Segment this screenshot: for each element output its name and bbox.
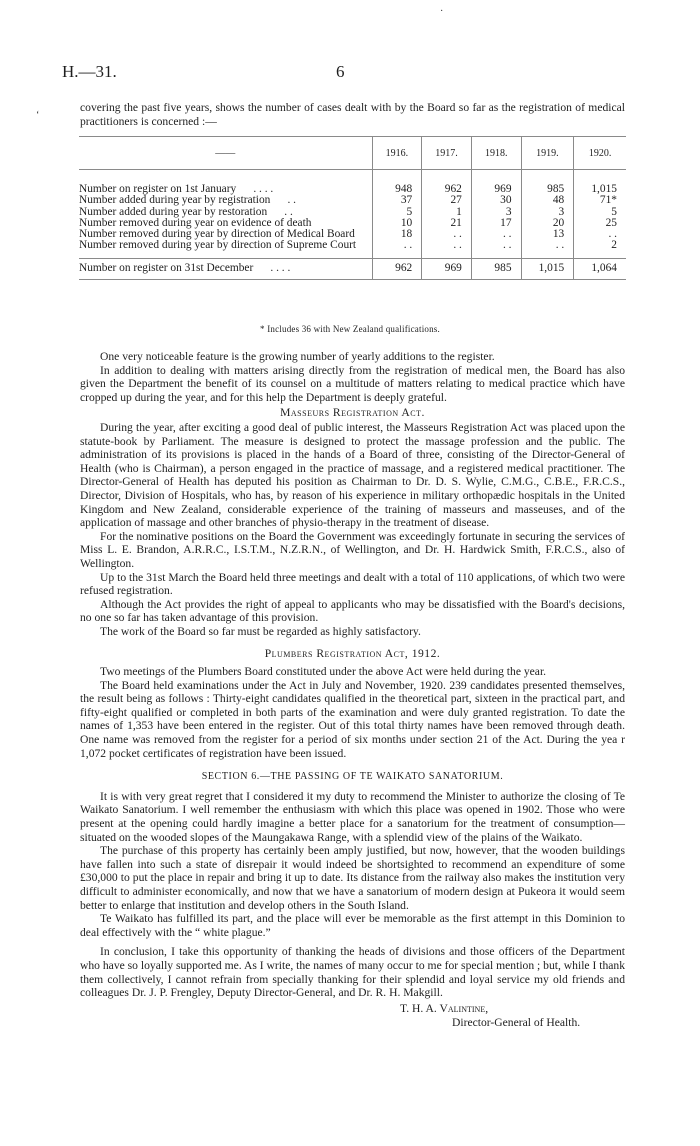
page-number: 6 bbox=[336, 62, 345, 81]
scan-mark: · bbox=[440, 6, 444, 17]
row-label: Number removed during year by direction of Medical Board bbox=[79, 228, 355, 241]
table-cell: 985 bbox=[521, 184, 574, 195]
year-header: 1918. bbox=[471, 137, 521, 170]
table-cell: 985 bbox=[471, 258, 521, 279]
table-cell: 2 bbox=[574, 240, 626, 251]
paragraph: Two meetings of the Plumbers Board constituted under the above Act were held during the year. bbox=[100, 665, 547, 679]
row-label: Number on register on 31st December . . . . bbox=[79, 258, 372, 279]
signature-title: Director-General of Health. bbox=[452, 1016, 581, 1029]
table-cell: 969 bbox=[471, 184, 521, 195]
body-text bbox=[80, 350, 625, 1000]
paragraph: The work of the Board so far must be regarded as highly satisfactory. bbox=[100, 624, 421, 638]
row-label: Number removed during year by direction of Supreme Court bbox=[79, 239, 357, 252]
table-cell: 969 bbox=[422, 258, 472, 279]
paragraph: In addition to dealing with matters arising directly from the registration of medical men, the Board has also given the Department the benefit of its counsel on a multitude of matters relating to medical practice which have cropped up during the year, and for this help the Department is deeply grateful. bbox=[80, 363, 625, 404]
table-cell: 3 bbox=[471, 207, 521, 218]
table-total-row bbox=[79, 258, 626, 279]
table-cell: 1,064 bbox=[574, 258, 626, 279]
table-cell: 48 bbox=[521, 195, 574, 206]
table-header-row bbox=[79, 137, 626, 170]
table-cell: 962 bbox=[372, 258, 422, 279]
table-cell: 962 bbox=[422, 184, 472, 195]
table-cell: . . bbox=[471, 240, 521, 251]
table-cell: 1,015 bbox=[521, 258, 574, 279]
table-cell: 18 bbox=[372, 229, 422, 240]
table-cell: 1 bbox=[422, 207, 472, 218]
table-cell: 20 bbox=[521, 218, 574, 229]
scan-mark: ‘ bbox=[36, 110, 40, 121]
table-cell: . . bbox=[574, 229, 626, 240]
table-cell: . . bbox=[521, 240, 574, 251]
table-cell: . . bbox=[422, 229, 472, 240]
signature-name: T. H. A. Valintine, bbox=[400, 1002, 489, 1015]
year-header: 1917. bbox=[422, 137, 472, 170]
table-corner-cell: —— bbox=[79, 137, 372, 170]
paragraph: For the nominative positions on the Board the Government was exceedingly fortunate in securing the services of Miss L. E. Brandon, A.R.R.C., I.S.T.M., N.Z.R.N., of Wellington, and Dr. H. Hardwick Smith, F.R.C.S., also of Wellington. bbox=[80, 529, 625, 570]
table-cell: 71* bbox=[574, 195, 626, 206]
paragraph: One very noticeable feature is the growing number of yearly additions to the register. bbox=[100, 350, 495, 363]
row-label: Number added during year by restoration . . bbox=[79, 205, 293, 218]
year-header: 1920. bbox=[574, 137, 626, 170]
paragraph: Although the Act provides the right of appeal to applicants who may be dissatisfied with the Board's decisions, no one so far has taken advantage of this provision. bbox=[80, 597, 625, 625]
table-cell: 5 bbox=[372, 207, 422, 218]
intro-paragraph: covering the past five years, shows the number of cases dealt with by the Board so far as the registration of medical practitioners is concerned :— bbox=[80, 101, 625, 128]
paragraph: The Board held examinations under the Act in July and November, 1920. 239 candidates presented themselves, the result being as follows : Thirty-eight candidates qualified in the theoretical part, sixteen in the practical part, and fifty-eight qualified or completed in both parts of the examination and were duly granted registration. To date the names of 1,353 have been entered in the register. Out of this total thirty names have been removed through death. One name was removed from the register for a period of six months under section 21 of the Act. During the yea r 1,072 pocket certificates of registration have been issued. bbox=[80, 678, 625, 760]
table-cell: 25 bbox=[574, 218, 626, 229]
table-cell: 5 bbox=[574, 207, 626, 218]
table-cell: 10 bbox=[372, 218, 422, 229]
row-label: Number on register on 1st January . . . . bbox=[79, 183, 274, 195]
section-heading: Masseurs Registration Act. bbox=[280, 406, 425, 420]
section-heading: Plumbers Registration Act, 1912. bbox=[264, 647, 441, 661]
table-row bbox=[79, 240, 626, 251]
report-code: H.—31. bbox=[62, 62, 117, 81]
year-header: 1916. bbox=[372, 137, 422, 170]
paragraph: Te Waikato has fulfilled its part, and the place will ever be memorable as the first attempt in this Dominion to deal effectively with the “ white plague.” bbox=[80, 912, 625, 939]
intro-text-block bbox=[80, 101, 625, 128]
year-header: 1919. bbox=[521, 137, 574, 170]
table-cell: 37 bbox=[372, 195, 422, 206]
table-cell: . . bbox=[471, 229, 521, 240]
table-cell: 3 bbox=[521, 207, 574, 218]
row-label: Number added during year by registration . . bbox=[79, 194, 297, 207]
table-cell: 30 bbox=[471, 195, 521, 206]
table-cell: . . bbox=[372, 240, 422, 251]
table-cell: 21 bbox=[422, 218, 472, 229]
paragraph: The purchase of this property has certainly been amply justified, but now, however, that the wooden buildings have fallen into such a state of disrepair it would indeed be shortsighted to recommend an expenditure of some £30,000 to put the place in repair and bring it up to date. Its distance from the railway also makes the institution very difficult to administer economically, and now that we have a sanatorium of modern design at Pukeora it would seem better to enlarge that institution and develop others in the South Island. bbox=[80, 844, 625, 912]
registration-table bbox=[79, 136, 626, 280]
section-heading: SECTION 6.—THE PASSING OF TE WAIKATO SANATORIUM. bbox=[201, 771, 504, 783]
paragraph: During the year, after exciting a good deal of public interest, the Masseurs Registration Act was placed upon the statute-book by Parliament. The measure is designed to protect the massage profession and the public. The administration of its provisions is placed in the hands of a Board of three, consisting of the Director-General of Health (who is Chairman), a person engaged in the practice of massage, and a registered medical practitioner. The Director-General of Health has deputed his position as Chairman to Dr. D. S. Wylie, C.M.G., C.B.E., F.R.C.S., Director, Division of Hospitals, who has, by reason of his experience in military orthopædic hospitals in the United Kingdom and New Zealand, considerable experience of the training of masseurs and masseuses, and of the application of massage and other branches of physio-therapy in the treatment of disease. bbox=[80, 420, 625, 530]
table-cell: 17 bbox=[471, 218, 521, 229]
table-cell: 1,015 bbox=[574, 184, 626, 195]
table-cell: 13 bbox=[521, 229, 574, 240]
table-cell: 27 bbox=[422, 195, 472, 206]
paragraph: In conclusion, I take this opportunity of thanking the heads of divisions and those officers of the Department who have so loyally supported me. As I write, the names of many occur to me for special mention ; but, while I thank them collectively, I cannot refrain from specially thanking for their splendid and loyal service my old friends and colleagues Dr. J. P. Frengley, Deputy Director-General, and Dr. R. H. Makgill. bbox=[80, 945, 625, 1000]
table-cell: . . bbox=[422, 240, 472, 251]
table-cell: 948 bbox=[372, 184, 422, 195]
row-label: Number removed during year on evidence of death bbox=[79, 216, 312, 229]
paragraph: Up to the 31st March the Board held three meetings and dealt with a total of 110 applications, of which two were refused registration. bbox=[80, 570, 625, 598]
table-footnote: * Includes 36 with New Zealand qualifications. bbox=[260, 324, 440, 334]
paragraph: It is with very great regret that I considered it my duty to recommend the Minister to authorize the closing of Te Waikato Sanatorium. I well remember the enthusiasm with which this place was opened in 1902. Those who were present at the opening could hardly imagine a better place for a sanatorium for the treatment of consumption—situated on the wooded slopes of the Maungakawa Range, with a splendid view of the plains of the Waikato. bbox=[80, 789, 625, 844]
